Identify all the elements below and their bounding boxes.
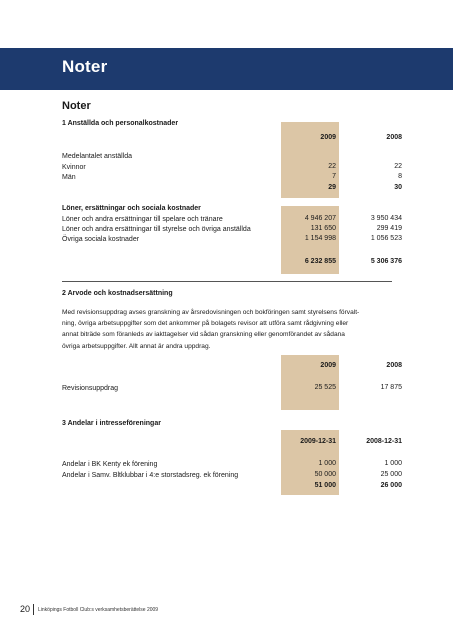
audit-row-2009: 25 525 [314,384,336,391]
staff-total-2008: 30 [394,184,402,191]
paragraph-line: Med revisionsuppdrag avses granskning av årsredovisningen och bokföringen samt styrelsens förvalt- [62,309,360,316]
note1-year-2008: 2008 [386,134,402,141]
salary-row-2009: 131 650 [310,225,336,232]
note1-title: 1 Anställda och personalkostnader [62,120,179,127]
note2-paragraph [62,307,402,352]
salary-row-2009: 1 154 998 [304,235,336,242]
staff-total-2009: 29 [328,184,336,191]
staff-row-2009: 22 [328,163,336,170]
audit-row-2008: 17 875 [380,384,402,391]
salary-row-label: Övriga sociala kostnader [62,236,140,243]
page-heading: Noter [62,100,91,112]
shares-row-label: Andelar i BK Kenty ek förening [62,461,158,468]
staff-row-label: Män [62,174,76,181]
note1-year-2009: 2009 [320,134,336,141]
salary-row-2008: 3 950 434 [370,215,402,222]
salaries-total-2008: 5 306 376 [370,258,402,265]
title-banner [0,48,453,90]
footer-divider [33,604,34,615]
staff-row-2008: 22 [394,163,402,170]
audit-row-label: Revisionsuppdrag [62,385,119,392]
salary-row-2009: 4 946 207 [304,215,336,222]
note3-title: 3 Andelar i intresseföreningar [62,420,161,427]
footer-text: Linköpings Fotboll Club:s verksamhetsberättelse 2009 [38,607,159,613]
section-divider [62,281,392,282]
note2-year-2009: 2009 [320,362,336,369]
page-number: 20 [20,604,31,614]
avg-staff-label: Medelantalet anställda [62,153,133,160]
salary-row-label: Löner och andra ersättningar till spelare och tränare [62,216,223,223]
salaries-total-2009: 6 232 855 [304,258,336,265]
shares-row-label: Andelar i Samv. Bltklubbar i 4:e storstadsreg. ek förening [62,472,239,479]
shares-row-2009: 50 000 [314,471,336,478]
staff-row-label: Kvinnor [62,164,86,171]
paragraph-line: övriga arbetsuppgifter. Allt annat är andra uppdrag. [62,342,211,350]
shares-total-2009: 51 000 [314,482,336,489]
paragraph-line: annat biträde som föranleds av iakttagelser vid sådan granskning eller genomförandet av sådana [62,331,345,339]
salary-row-label: Löner och andra ersättningar till styrelse och övriga anställda [62,226,251,233]
note2-year-2008: 2008 [386,362,402,369]
staff-row-2008: 8 [398,173,402,180]
note3-date-2009: 2009-12-31 [300,438,336,445]
banner-title: Noter [62,57,108,76]
shares-row-2008: 25 000 [380,471,402,478]
shares-total-2008: 26 000 [380,482,402,489]
staff-row-2009: 7 [332,173,336,180]
note2-title: 2 Arvode och kostnadsersättning [62,290,173,297]
shares-row-2009: 1 000 [318,460,336,467]
salary-row-2008: 299 419 [376,225,402,232]
salary-row-2008: 1 056 523 [370,235,402,242]
note3-date-2008: 2008-12-31 [366,438,402,445]
paragraph-line: ning, övriga arbetsuppgifter som det ankommer på bolagets revisor att utföra samt rådgivning eller [62,320,349,328]
shares-row-2008: 1 000 [384,460,402,467]
salaries-title: Löner, ersättningar och sociala kostnader [62,205,201,212]
